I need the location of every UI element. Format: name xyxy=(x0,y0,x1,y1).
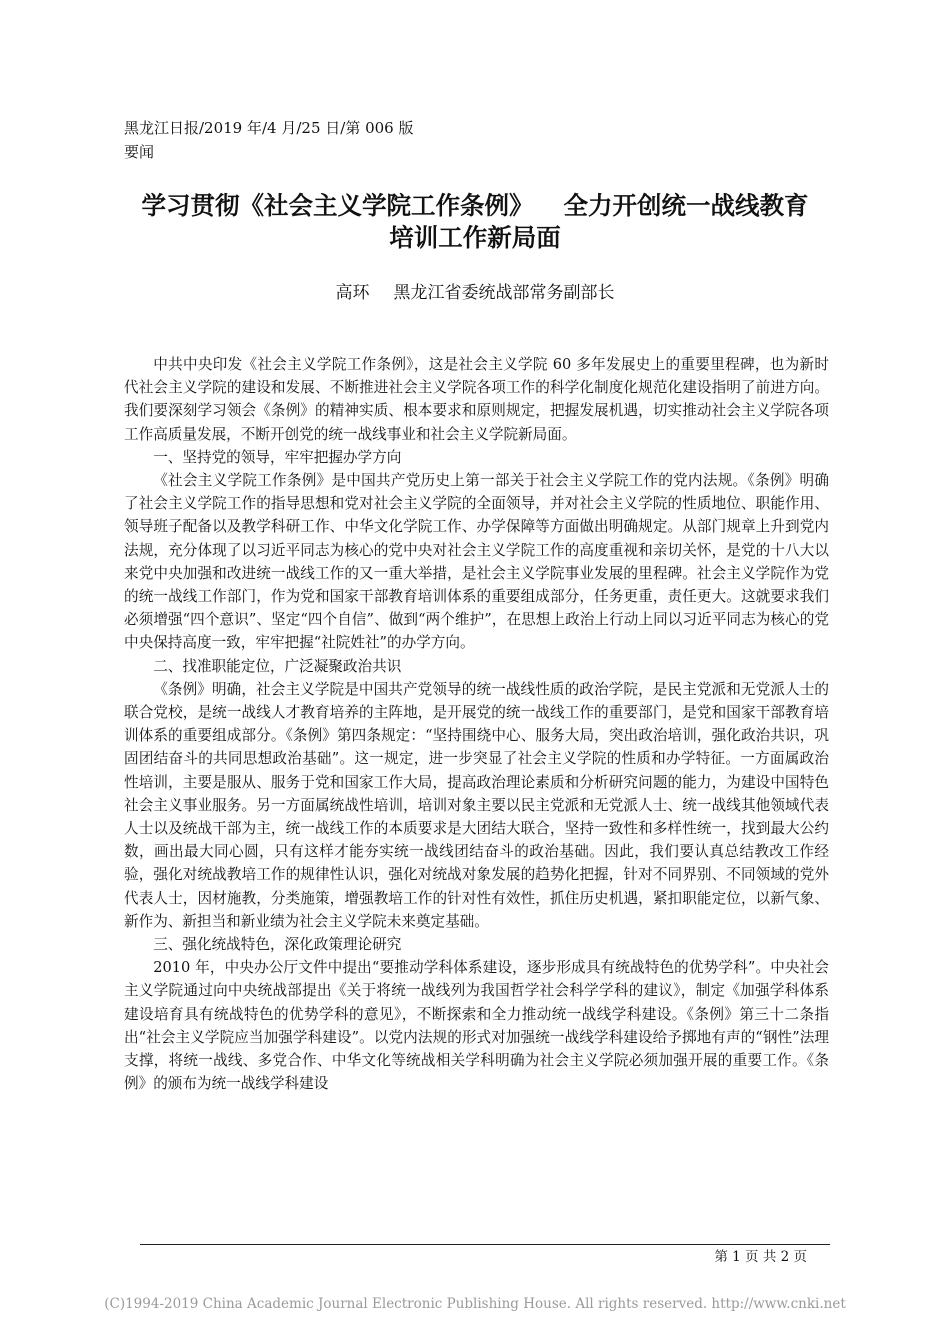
section-heading-2: 二、找准职能定位，广泛凝聚政治共识 xyxy=(153,657,402,675)
article-title xyxy=(100,190,850,254)
section-heading-1: 一、坚持党的领导，牢牢把握办学方向 xyxy=(153,448,402,466)
section-heading-3: 三、强化统战特色，深化政策理论研究 xyxy=(153,936,402,954)
paragraph-intro: 中共中央印发《社会主义学院工作条例》，这是社会主义学院 60 多年发展史上的重要里程碑，也为新时代社会主义学院的建设和发展、不断推进社会主义学院各项工作的科学化制度化规范化建设指明了前进方向。我们要深刻学习领会《条例》的精神实质、根本要求和原则规定，把握发展机遇，切实推动社会主义学院各项工作高质量发展，不断开创党的统一战线事业和社会主义学院新局面。 xyxy=(124,356,829,443)
section-name: 要闻 xyxy=(124,143,155,161)
paragraph: 《条例》明确，社会主义学院是中国共产党领导的统一战线性质的政治学院，是民主党派和无党派人士的联合党校，是统一战线人才教育培养的主阵地，是开展党的统一战线工作的重要部门，是党和国家干部教育培训体系的重要组成部分。《条例》第四条规定：“坚持围绕中心、服务大局，突出政治培训，强化政治共识，巩固团结奋斗的共同思想政治基础”。这一规定，进一步突显了社会主义学院的性质和办学特征。一方面属政治性培训，主要是服从、服务于党和国家工作大局，提高政治理论素质和分析研究问题的能力，为建设中国特色社会主义事业服务。另一方面属统战性培训，培训对象主要以民主党派和无党派人士、统一战线其他领域代表人士以及统战干部为主，统一战线工作的本质要求是大团结大联合，坚持一致性和多样性统一，找到最大公约数，画出最大同心圆，只有这样才能夯实统一战线团结奋斗的政治基础。因此，我们要认真总结教改工作经验，强化对统战教培工作的规律性认识，强化对统战对象发展的趋势化把握，针对不同界别、不同领域的党外代表人士，因材施教，分类施策，增强教培工作的针对性有效性，抓住历史机遇，紧扣职能定位，以新气象、新作为、新担当和新业绩为社会主义学院未来奠定基础。 xyxy=(124,680,829,930)
author-line xyxy=(100,279,850,307)
source-line: 黑龙江日报/2019 年/4 月/25 日/第 006 版 xyxy=(124,119,414,137)
author-title: 黑龙江省委统战部常务副部长 xyxy=(393,283,615,303)
paragraph: 2010 年，中央办公厅文件中提出“要推动学科体系建设，逐步形成具有统战特色的优势学科”。中央社会主义学院通过向中央统战部提出《关于将统一战线列为我国哲学社会科学学科的建议》，制定《加强学科体系建设培育具有统战特色的优势学科的意见》，不断探索和全力推动统一战线学科建设。《条例》第三十二条指出“社会主义学院应当加强学科建设”。以党内法规的形式对加强统一战线学科建设给予掷地有声的“钢性”法理支撑，将统一战线、多党合作、中华文化等统战相关学科明确为社会主义学院必须加强开展的重要工作。《条例》的颁布为统一战线学科建设 xyxy=(124,959,829,1093)
copyright-notice: (C)1994-2019 China Academic Journal Electronic Publishing House. All rights reserved. http://www.cnki.net xyxy=(104,1296,846,1312)
title-line-1 xyxy=(100,190,850,222)
title-part-1: 学习贯彻《社会主义学院工作条例》 xyxy=(141,191,534,220)
article-body xyxy=(124,353,829,1096)
author-name: 高环 xyxy=(335,283,370,303)
title-line-2: 培训工作新局面 xyxy=(389,223,561,252)
footer-divider xyxy=(140,1244,830,1245)
title-part-2: 全力开创统一战线教育 xyxy=(563,191,809,220)
paragraph: 《社会主义学院工作条例》是中国共产党历史上第一部关于社会主义学院工作的党内法规。《条例》明确了社会主义学院工作的指导思想和党对社会主义学院的全面领导，并对社会主义学院的性质地位、职能作用、领导班子配备以及教学科研工作、中华文化学院工作、办学保障等方面做出明确规定。从部门规章上升到党内法规，充分体现了以习近平同志为核心的党中央对社会主义学院工作的高度重视和亲切关怀，是党的十八大以来党中央加强和改进统一战线工作的又一重大举措，是社会主义学院事业发展的里程碑。社会主义学院作为党的统一战线工作部门，作为党和国家干部教育培训体系的重要组成部分，任务更重，责任更大。这就要求我们必须增强“四个意识”、坚定“四个自信”、做到“两个维护”，在思想上政治上行动上同以习近平同志为核心的党中央保持高度一致，牢牢把握“社院姓社”的办学方向。 xyxy=(124,472,829,652)
page-number: 第 1 页 共 2 页 xyxy=(714,1249,807,1265)
source-info xyxy=(124,116,414,164)
